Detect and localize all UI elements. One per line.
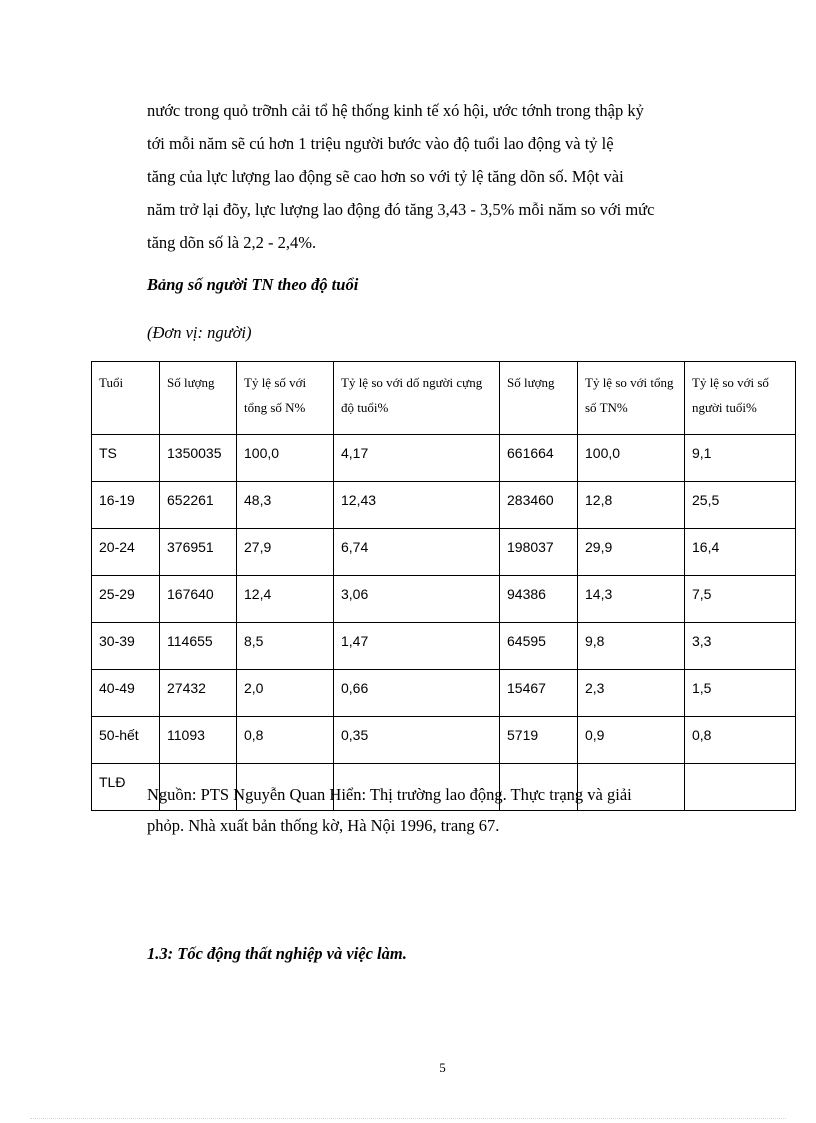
table-cell: 1350035: [160, 435, 237, 482]
table-cell: 27,9: [237, 529, 334, 576]
table-cell: 50-hết: [92, 717, 160, 764]
table-row: [92, 623, 796, 670]
table-header-row: [92, 362, 796, 435]
table-cell: 6,74: [334, 529, 500, 576]
table-cell: 1,5: [685, 670, 796, 717]
table-cell: 0,66: [334, 670, 500, 717]
table-row: [92, 435, 796, 482]
table-cell: 3,06: [334, 576, 500, 623]
table-cell: 376951: [160, 529, 237, 576]
body-paragraph: [147, 94, 741, 259]
table-title: Bảng số người TN theo độ tuổi: [147, 275, 359, 294]
table-cell: 15467: [500, 670, 578, 717]
table-cell: 0,9: [578, 717, 685, 764]
table-cell: TLĐ: [92, 764, 160, 811]
age-unemployment-table: [91, 361, 796, 811]
table-cell: 100,0: [578, 435, 685, 482]
table-cell: 12,4: [237, 576, 334, 623]
table-cell: 114655: [160, 623, 237, 670]
table-cell: 12,8: [578, 482, 685, 529]
table-row: [92, 717, 796, 764]
table-cell: 48,3: [237, 482, 334, 529]
table-cell: 0,35: [334, 717, 500, 764]
table-row: [92, 670, 796, 717]
table-cell: 40-49: [92, 670, 160, 717]
source-line: Nguồn: PTS Nguyễn Quan Hiển: Thị trường lao động. Thực trạng và giải: [147, 785, 632, 804]
table-cell: 1,47: [334, 623, 500, 670]
table-cell: 2,0: [237, 670, 334, 717]
table-cell: 5719: [500, 717, 578, 764]
table-cell: 64595: [500, 623, 578, 670]
table-cell: 0,8: [685, 717, 796, 764]
table-cell: 12,43: [334, 482, 500, 529]
column-header: Số lượng: [500, 362, 578, 435]
table-cell: 25,5: [685, 482, 796, 529]
source-line: phỏp. Nhà xuất bản thống kờ, Hà Nội 1996, trang 67.: [147, 816, 500, 835]
column-header: Tuổi: [92, 362, 160, 435]
table-cell: 3,3: [685, 623, 796, 670]
table-cell: 652261: [160, 482, 237, 529]
table-cell: 11093: [160, 717, 237, 764]
unit-note: (Đơn vị: người): [147, 323, 252, 342]
column-header: Tỷ lệ so với dố người cựng độ tuổi%: [334, 362, 500, 435]
paragraph-line: tăng của lực lượng lao động sẽ cao hơn so với tỷ lệ tăng dõn số. Một vài: [147, 167, 624, 186]
table-cell: TS: [92, 435, 160, 482]
page-number: 5: [439, 1060, 446, 1075]
table-cell: 661664: [500, 435, 578, 482]
table-cell: 0,8: [237, 717, 334, 764]
table-cell: 9,1: [685, 435, 796, 482]
column-header: Số lượng: [160, 362, 237, 435]
table-row: [92, 482, 796, 529]
table-cell: 14,3: [578, 576, 685, 623]
table-cell: 283460: [500, 482, 578, 529]
table-cell: 167640: [160, 576, 237, 623]
paragraph-line: tăng dõn số là 2,2 - 2,4%.: [147, 233, 317, 252]
column-header: Tỷ lệ so với tổng số TN%: [578, 362, 685, 435]
table-cell: 4,17: [334, 435, 500, 482]
table-row: [92, 529, 796, 576]
table-cell: 27432: [160, 670, 237, 717]
column-header: Tỷ lệ so với số người tuổi%: [685, 362, 796, 435]
column-header: Tỷ lệ số với tổng số N%: [237, 362, 334, 435]
table-cell: 100,0: [237, 435, 334, 482]
table-cell: 30-39: [92, 623, 160, 670]
table-cell: 29,9: [578, 529, 685, 576]
source-note: [147, 779, 741, 841]
table-row: [92, 576, 796, 623]
table-cell: 25-29: [92, 576, 160, 623]
table-cell: 9,8: [578, 623, 685, 670]
section-heading: 1.3: Tốc động thất nghiệp và việc làm.: [147, 944, 407, 963]
table-cell: 20-24: [92, 529, 160, 576]
table-cell: 94386: [500, 576, 578, 623]
paragraph-line: tới mỗi năm sẽ cú hơn 1 triệu người bước vào độ tuổi lao động và tỷ lệ: [147, 134, 614, 153]
table-cell: 8,5: [237, 623, 334, 670]
footer-divider: [30, 1118, 786, 1119]
table-cell: 16-19: [92, 482, 160, 529]
paragraph-line: năm trở lại đõy, lực lượng lao động đó tăng 3,43 - 3,5% mỗi năm so với mức: [147, 200, 655, 219]
table-cell: 7,5: [685, 576, 796, 623]
table-cell: 16,4: [685, 529, 796, 576]
table-cell: 2,3: [578, 670, 685, 717]
paragraph-line: nước trong quỏ trỡnh cải tổ hệ thống kinh tế xó hội, ước tớnh trong thập kỷ: [147, 101, 644, 120]
table-cell: 198037: [500, 529, 578, 576]
